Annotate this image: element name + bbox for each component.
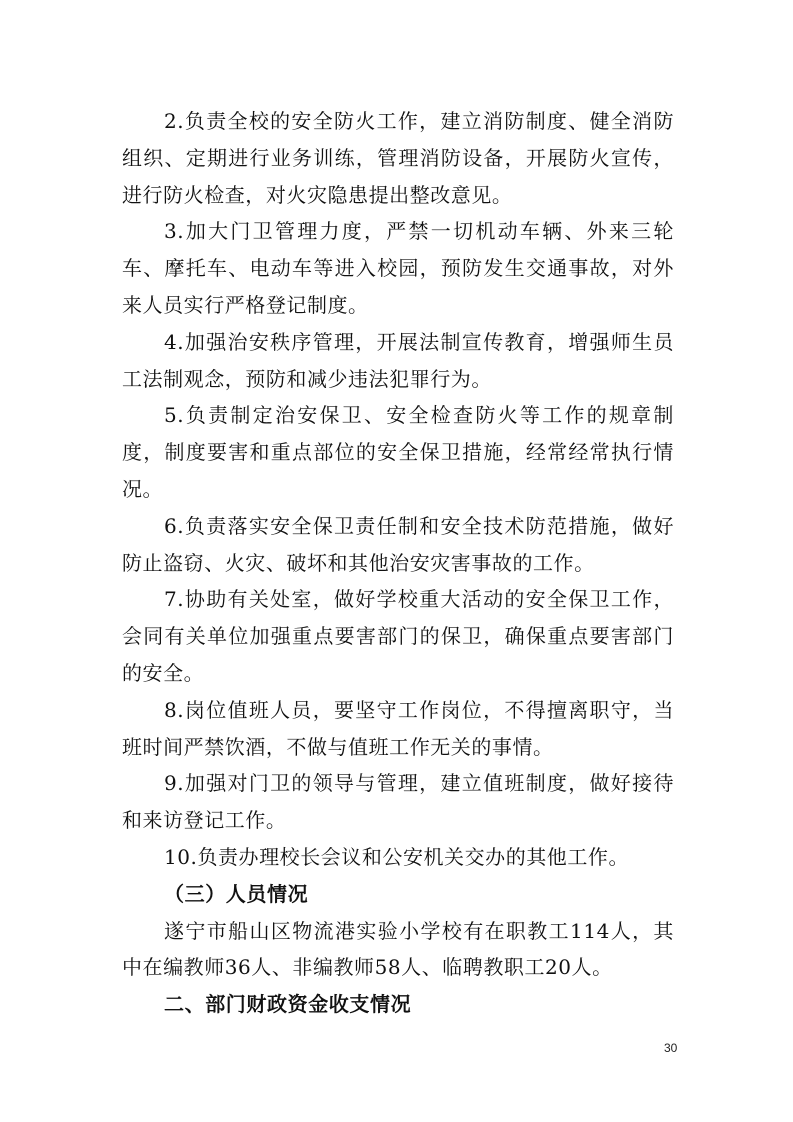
paragraph-item-2: 2.负责全校的安全防火工作，建立消防制度、健全消防组织、定期进行业务训练，管理消防设备，开展防火宣传，进行防火检查，对火灾隐患提出整改意见。 [122,109,674,207]
paragraph-item-5: 5.负责制定治安保卫、安全检查防火等工作的规章制度，制度要害和重点部位的安全保卫措施，经常经常执行情况。 [122,403,674,501]
paragraph-item-6: 6.负责落实安全保卫责任制和安全技术防范措施，做好防止盗窃、火灾、破坏和其他治安灾害事故的工作。 [122,513,674,575]
paragraph-item-10: 10.负责办理校长会议和公安机关交办的其他工作。 [164,844,630,869]
personnel-paragraph: 遂宁市船山区物流港实验小学校有在职教工114人，其中在编教师36人、非编教师58人、临聘教职工20人。 [122,918,674,980]
paragraph-item-3: 3.加大门卫管理力度，严禁一切机动车辆、外来三轮车、摩托车、电动车等进入校园，预防发生交通事故，对外来人员实行严格登记制度。 [122,219,674,317]
section-heading-personnel: （三）人员情况 [164,881,309,906]
page-number: 30 [664,1041,678,1055]
paragraph-item-7: 7.协助有关处室，做好学校重大活动的安全保卫工作，会同有关单位加强重点要害部门的保卫，确保重点要害部门的安全。 [122,587,674,685]
paragraph-item-4: 4.加强治安秩序管理，开展法制宣传教育，增强师生员工法制观念，预防和减少违法犯罪行为。 [122,329,674,391]
page-content [122,103,674,1023]
paragraph-item-9: 9.加强对门卫的领导与管理，建立值班制度，做好接待和来访登记工作。 [122,771,674,833]
section-heading-finance: 二、部门财政资金收支情况 [164,992,412,1017]
paragraph-item-8: 8.岗位值班人员，要坚守工作岗位，不得擅离职守，当班时间严禁饮酒，不做与值班工作无关的事情。 [122,697,674,759]
